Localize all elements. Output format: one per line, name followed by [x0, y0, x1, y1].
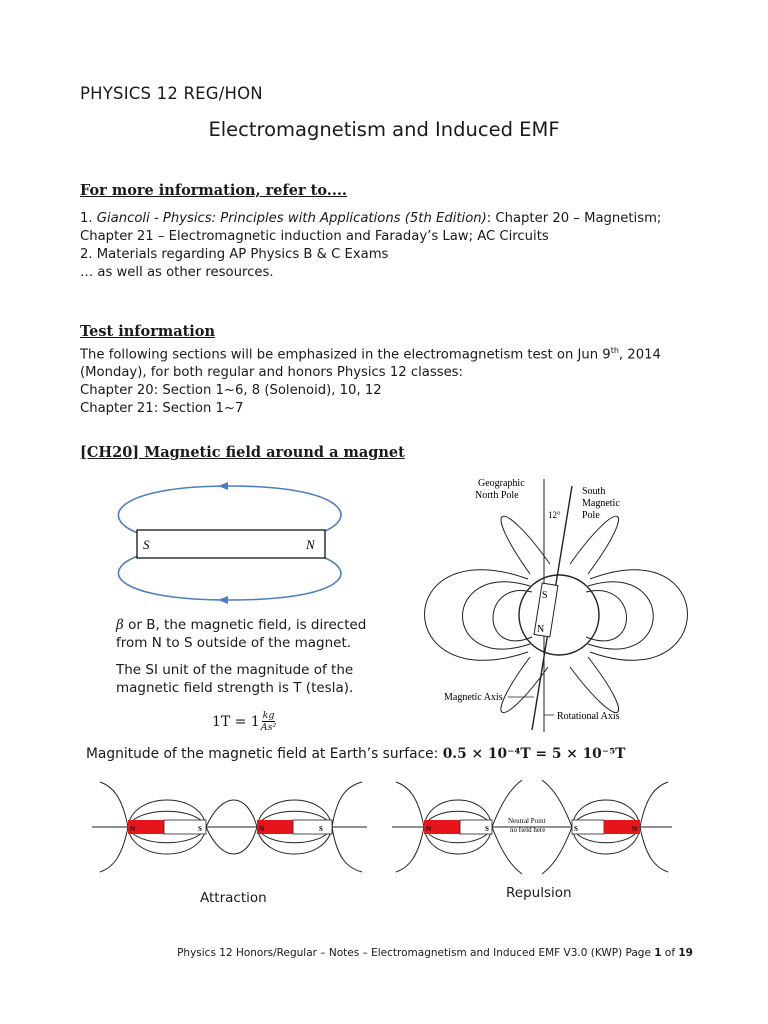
desc-1-text: or B, the magnetic field, is directed [123, 617, 367, 633]
field-loop-top [118, 486, 340, 533]
test-line-3: Chapter 20: Section 1~6, 8 (Solenoid), 10, 12 [80, 383, 382, 399]
attraction-n-2: N [259, 825, 265, 833]
magnetic-axis-label: Magnetic Axis [444, 692, 503, 703]
refs-list [80, 210, 700, 282]
field-arrow-top [218, 482, 228, 490]
neutral-point-label-2: no field here [510, 826, 546, 834]
earth-field-lines [425, 516, 688, 712]
geographic-label-2: North Pole [475, 490, 519, 501]
formula-numerator: kg [262, 710, 275, 721]
repulsion-diagram [392, 776, 672, 880]
ch20-heading: [CH20] Magnetic field around a magnet [80, 444, 405, 461]
earth-pole-n: N [537, 624, 545, 635]
desc-2-line-2: magnetic field strength is T (tesla). [116, 680, 354, 696]
page-title: Electromagnetism and Induced EMF [208, 118, 560, 141]
desc-1-line-1 [116, 616, 376, 634]
magnet-s-label: S [143, 537, 150, 552]
repulsion-s-2: S [574, 825, 578, 833]
geographic-label-1: Geographic [478, 478, 525, 489]
course-title: PHYSICS 12 REG/HON [80, 84, 263, 103]
footer-total: 19 [678, 947, 693, 959]
test-line-1-sup: th [610, 346, 619, 355]
attraction-s-2: S [319, 825, 323, 833]
beta-symbol: β [116, 617, 124, 633]
refs-item-1-book: Giancoli - Physics: Principles with Applications (5th Edition) [96, 211, 487, 226]
refs-item-1-line2: Chapter 21 – Electromagnetic induction and Faraday’s Law; AC Circuits [80, 229, 549, 244]
earth-globe [519, 575, 599, 655]
neutral-point-label-1: Neutral Point [508, 817, 546, 825]
footer-text: Physics 12 Honors/Regular – Notes – Electromagnetism and Induced EMF V3.0 (KWP) Page [177, 947, 655, 959]
test-line-2: (Monday), for both regular and honors Physics 12 classes: [80, 365, 463, 381]
test-info [80, 342, 700, 418]
field-loop-bottom [118, 556, 340, 600]
refs-item-1-num: 1. [80, 211, 97, 226]
refs-item-1 [80, 210, 700, 228]
rotational-axis-label: Rotational Axis [557, 711, 620, 722]
earth-field-value: 0.5 × 10⁻⁴T = 5 × 10⁻⁵T [442, 746, 626, 762]
test-line-4: Chapter 21: Section 1~7 [80, 401, 244, 417]
footer-of: of [661, 947, 679, 959]
bar-magnet [137, 530, 325, 558]
earth-field-line [86, 746, 625, 762]
earth-field-label: Magnitude of the magnetic field at Earth’s surface: [86, 746, 443, 762]
formula-denominator: As² [260, 722, 277, 733]
repulsion-s-1: S [485, 825, 489, 833]
refs-item-1-rest: : Chapter 20 – Magnetism; [486, 211, 662, 226]
bar-magnet-diagram [110, 478, 355, 608]
south-pole-label-2: Magnetic [582, 498, 620, 509]
refs-item-3: … as well as other resources. [80, 265, 274, 280]
refs-heading: For more information, refer to.... [80, 182, 347, 199]
tesla-formula [212, 710, 276, 733]
repulsion-n-1: N [426, 825, 432, 833]
south-pole-label-1: South [582, 486, 606, 497]
south-pole-label-3: Pole [582, 510, 600, 521]
formula-left: 1T = 1 [212, 713, 260, 730]
test-heading: Test information [80, 323, 216, 340]
earth-field-diagram [420, 474, 695, 734]
page-footer [177, 947, 693, 959]
desc-2-line-1: The SI unit of the magnitude of the [116, 662, 354, 678]
attraction-s-1: S [198, 825, 202, 833]
formula-fraction [261, 710, 277, 733]
tilt-angle: 12° [548, 510, 561, 520]
test-line-1b: , 2014 [618, 347, 661, 363]
footer-page: 1 [654, 947, 662, 959]
field-description [116, 616, 376, 697]
attraction-magnet-2-s [293, 820, 332, 834]
refs-item-2: 2. Materials regarding AP Physics B & C Exams [80, 247, 389, 262]
field-arrow-bottom [218, 596, 228, 604]
attraction-diagram [92, 776, 367, 880]
test-line-1 [80, 342, 700, 364]
test-line-1a: The following sections will be emphasized in the electromagnetism test on Jun 9 [80, 347, 611, 363]
earth-pole-s: S [542, 590, 548, 601]
attraction-n-1: N [130, 825, 136, 833]
desc-1-line-2: from N to S outside of the magnet. [116, 635, 352, 651]
attraction-caption: Attraction [200, 890, 267, 906]
repulsion-n-2: N [632, 825, 638, 833]
magnet-n-label: N [306, 537, 315, 552]
repulsion-caption: Repulsion [506, 885, 572, 901]
